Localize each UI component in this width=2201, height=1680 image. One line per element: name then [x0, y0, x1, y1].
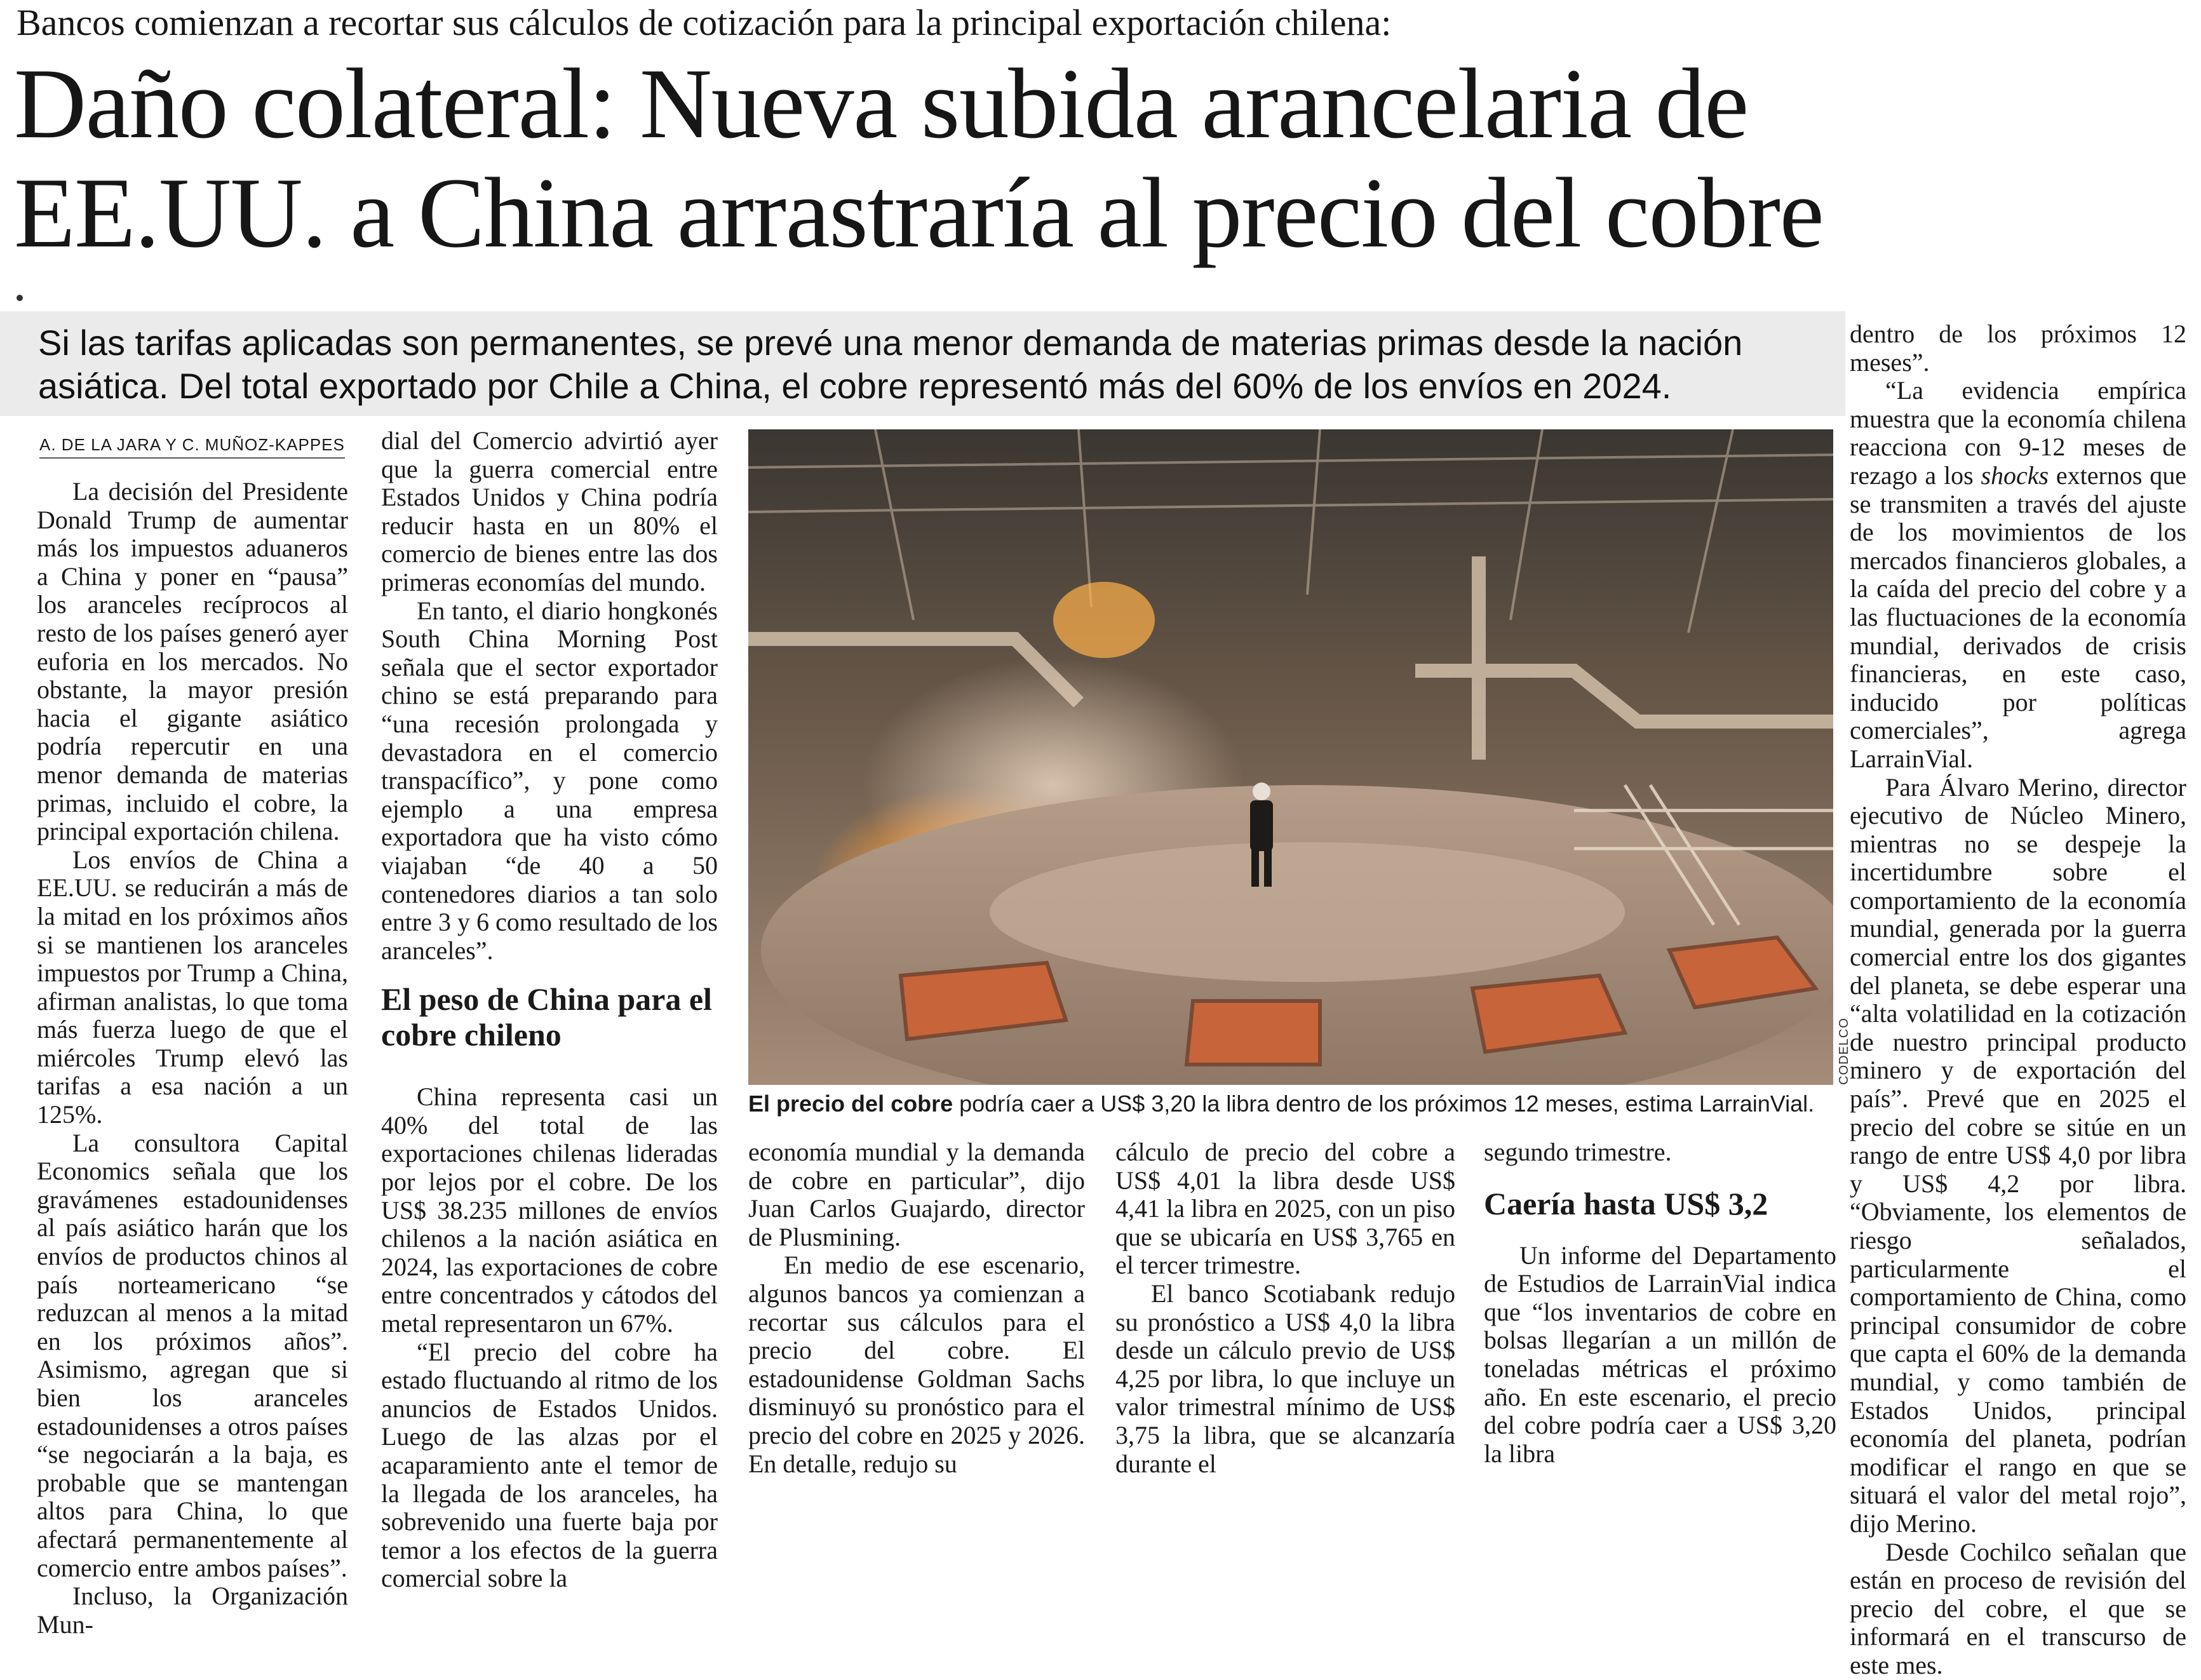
paragraph: En medio de ese escenario, algunos bancos ya comienzan a recortar sus cálculos para el precio del cobre. El estadounidense Goldman Sachs disminuyó su pronóstico para el precio del cobre en 2025 y 2026. En detalle, redujo su [748, 1251, 1085, 1478]
paragraph: dial del Comercio advirtió ayer que la guerra comercial entre Estados Unidos y China podría reducir hasta en un 80% el comercio de bienes entre las dos primeras economías del mundo. [381, 426, 718, 596]
headline [14, 50, 2193, 268]
byline: A. DE LA JARA Y C. MUÑOZ-KAPPES [39, 432, 345, 459]
article-column-4 [1115, 1138, 1455, 1478]
photo-caption [748, 1090, 1854, 1118]
paragraph-text: “La evidencia empírica muestra que la economía chilena reacciona con 9-12 meses de rezago a los [1850, 376, 2186, 490]
article-column-2 [381, 427, 718, 1593]
paragraph: La decisión del Presidente Donald Trump de aumentar más los impuestos aduaneros a China y poner en “pausa” los aranceles recíprocos al resto de los países generó ayer euforia en los mercados. No obstante, la mayor presión hacia el gigante asiático podría repercutir en una menor demanda de materias primas, incluido el cobre, la principal exportación chilena. [37, 477, 348, 846]
headline-line-1: Daño colateral: Nueva subida arancelaria de [14, 48, 1748, 159]
photo-credit: CODELCO [1837, 1018, 1851, 1085]
article-column-1 [37, 428, 348, 1639]
article-column-6 [1850, 320, 2186, 1680]
photo-caption-text: podría caer a US$ 3,20 la libra dentro de los próximos 12 meses, estima LarrainVial. [953, 1091, 1815, 1117]
paragraph: segundo trimestre. [1484, 1138, 1672, 1166]
paragraph: En tanto, el diario hongkonés South China Morning Post señala que el sector exportador chino se está preparando para “una recesión prolongada y devastadora en el comercio transpacífico”, y pone como ejemplo a una empresa exportadora que ha visto cómo viajaban “de 40 a 50 contenedores diarios a tan solo entre 3 y 6 como resultado de los aranceles”. [381, 596, 718, 965]
paragraph: Un informe del Departamento de Estudios de LarrainVial indica que “los inventarios de cobre en bolsas llegarían a un millón de toneladas métricas el próximo año. En este escenario, el precio del cobre podría caer a US$ 3,20 la libra [1484, 1240, 1836, 1468]
paragraph-emphasis: shocks [1981, 460, 2049, 490]
lead-paragraph: Si las tarifas aplicadas son permanentes, se prevé una menor demanda de materias primas desde la nación asiática. Del total exportado por Chile a China, el cobre representó más del 60% de los envíos en 2024. [0, 311, 1845, 416]
paragraph-text: externos que se transmiten a través del ajuste de los movimientos de los mercados financieros globales, a la caída del precio del cobre y a las fluctuaciones de la economía mundial, derivados de crisis financieras, en este caso, inducido por políticas comerciales”, agrega LarrainVial. [1850, 460, 2187, 773]
section-subhead: El peso de China para el cobre chileno [381, 981, 712, 1053]
paragraph: El banco Scotiabank redujo su pronóstico a US$ 4,0 la libra desde un cálculo previo de US$ 4,25 por libra, lo que incluye un valor trimestral mínimo de US$ 3,75 la libra, que se alcanzaría durante el [1115, 1279, 1455, 1478]
photo-caption-bold: El precio del cobre [748, 1091, 953, 1117]
paragraph [1850, 377, 2186, 773]
paragraph: cálculo de precio del cobre a US$ 4,01 la libra desde US$ 4,41 la libra en 2025, con un piso que se ubicaría en US$ 3,765 en el tercer trimestre. [1115, 1138, 1455, 1280]
news-photo-smelter [748, 429, 1833, 1085]
paragraph: economía mundial y la demanda de cobre en particular”, dijo Juan Carlos Guajardo, director de Plusmining. [748, 1138, 1085, 1251]
divider-dot [17, 295, 23, 301]
paragraph: Incluso, la Organización Mun- [37, 1582, 348, 1639]
section-subhead: Caería hasta US$ 3,2 [1484, 1185, 1768, 1221]
paragraph: China representa casi un 40% del total de las exportaciones chilenas lideradas por lejos por el cobre. De los US$ 38.235 millones de envíos chilenos a la nación asiática en 2024, las exportaciones de cobre entre concentrados y cátodos del metal representaron un 67%. [381, 1082, 718, 1338]
paragraph: “El precio del cobre ha estado fluctuando al ritmo de los anuncios de Estados Unidos. Luego de las alzas por el acaparamiento ante el temor de la llegada de los aranceles, ha sobrevenido una fuerte baja por temor a los efectos de la guerra comercial sobre la [381, 1337, 718, 1593]
article-column-3 [748, 1138, 1085, 1478]
paragraph: dentro de los próximos 12 meses”. [1850, 319, 2186, 377]
headline-line-2: EE.UU. a China arrastraría al precio del cobre [14, 158, 1824, 269]
paragraph: Para Álvaro Merino, director ejecutivo de Núcleo Minero, mientras no se despeje la incertidumbre sobre el comportamiento de la economía mundial, generada por la guerra comercial entre los dos gigantes del planeta, se debe esperar una “alta volatilidad en la cotización de nuestro principal producto minero y de exportación del país”. Prevé que en 2025 el precio del cobre se sitúe en un rango de entre US$ 4,0 por libra y US$ 4,2 por libra. “Obviamente, los elementos de riesgo señalados, particularmente el comportamiento de China, como principal consumidor de cobre que capta el 60% de la demanda mundial, y como también de Estados Unidos, principal economía del planeta, podrían modificar el rango en que se situará el valor del metal rojo”, dijo Merino. [1850, 772, 2186, 1538]
article-column-5 [1484, 1138, 1836, 1468]
kicker: Bancos comienzan a recortar sus cálculos de cotización para la principal exportación chilena: [17, 2, 1392, 43]
paragraph: Desde Cochilco señalan que están en proceso de revisión del precio del cobre, el que se informará en el transcurso de este mes. [1850, 1537, 2186, 1679]
paragraph: Los envíos de China a EE.UU. se reducirán a más de la mitad en los próximos años si se mantienen los aranceles impuestos por Trump a China, afirman analistas, lo que toma más fuerza luego de que el miércoles Trump elevó las tarifas a esa nación a un 125%. [37, 845, 348, 1129]
paragraph: La consultora Capital Economics señala que los gravámenes estadounidenses al país asiático harán que los envíos de productos chinos al país norteamericano “se reduzcan al menos a la mitad en los próximos años”. Asimismo, agregan que si bien los aranceles estadounidenses a otros países “se negociarán a la baja, es probable que se mantengan altos para China, lo que afectará permanentemente al comercio entre ambos países”. [37, 1128, 348, 1582]
